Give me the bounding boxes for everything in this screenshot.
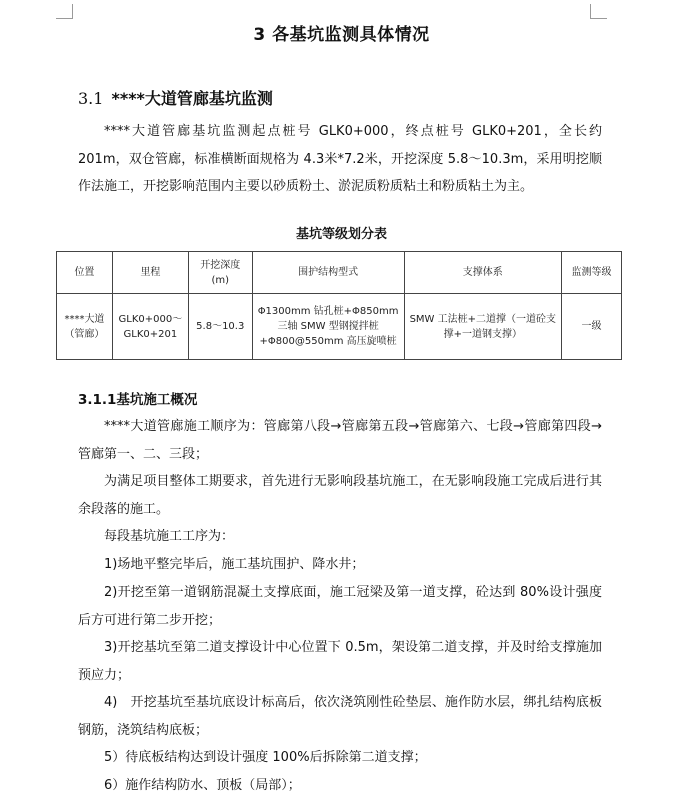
cell-location: ****大道（管廊） <box>57 294 113 360</box>
paragraph-step-3: 3)开挖基坑至第二道支撑设计中心位置下 0.5m，架设第二道支撑，并及时给支撑施加预应力； <box>78 640 602 683</box>
table-caption: 基坑等级划分表 <box>295 227 387 242</box>
cell-monitoring-grade: 一级 <box>562 294 622 360</box>
paragraph-sequence: ****大道管廊施工顺序为：管廊第八段→管廊第五段→管廊第六、七段→管廊第四段→管廊第一、二、三段； <box>78 419 602 462</box>
table-row <box>57 294 622 360</box>
paragraph-procedure-intro: 每段基坑施工工序为： <box>104 529 235 544</box>
paragraph-step-5: 5）待底板结构达到设计强度 100%后拆除第二道支撑； <box>104 750 427 765</box>
paragraph-step-2: 2)开挖至第一道钢筋混凝土支撑底面，施工冠梁及第一道支撑，砼达到 80%设计强度后方可进行第二步开挖； <box>78 585 602 628</box>
grade-table <box>56 251 622 360</box>
subsubsection-title: 3.1.1基坑施工概况 <box>78 392 198 408</box>
cell-retaining-structure: Φ1300mm 钻孔桩+Φ850mm 三轴 SMW 型钢搅拌桩+Φ800@550mm 高压旋喷桩 <box>252 294 404 360</box>
page-corner-mark-left <box>56 4 73 19</box>
paragraph-step-1: 1)场地平整完毕后，施工基坑围护、降水井； <box>104 557 365 572</box>
cell-depth: 5.8～10.3 <box>188 294 252 360</box>
paragraph-schedule: 为满足项目整体工期要求，首先进行无影响段基坑施工，在无影响段施工完成后进行其余段落的施工。 <box>78 474 602 517</box>
cell-support-system: SMW 工法桩+二道撑（一道砼支撑+一道钢支撑） <box>404 294 562 360</box>
section-title: 3 各基坑监测具体情况 <box>253 25 430 45</box>
header-depth: 开挖深度(m) <box>188 252 252 294</box>
header-retaining-structure: 围护结构型式 <box>252 252 404 294</box>
subsection-title: ****大道管廊基坑监测 <box>111 89 273 108</box>
paragraph-step-4: 4) 开挖基坑至基坑底设计标高后，依次浇筑刚性砼垫层、施作防水层，绑扎结构底板钢筋，浇筑结构底板； <box>78 695 602 738</box>
header-location: 位置 <box>57 252 113 294</box>
header-support-system: 支撑体系 <box>404 252 562 294</box>
header-chainage: 里程 <box>112 252 188 294</box>
paragraph-step-6: 6）施作结构防水、顶板（局部）； <box>104 778 301 793</box>
subsection-number: 3.1 <box>78 89 104 108</box>
subsection-heading <box>78 86 273 109</box>
cell-chainage: GLK0+000～GLK0+201 <box>112 294 188 360</box>
intro-paragraph: ****大道管廊基坑监测起点桩号 GLK0+000，终点桩号 GLK0+201，全长约 201m，双仓管廊，标准横断面规格为 4.3米*7.2米，开挖深度 5.8～10.3m，采用明挖顺作法施工，开挖影响范围内主要以砂质粉土、淤泥质粉质粘土和粉质粘土为主。 <box>78 124 602 194</box>
table-header-row <box>57 252 622 294</box>
page-corner-mark-right <box>590 4 607 19</box>
header-monitoring-grade: 监测等级 <box>562 252 622 294</box>
